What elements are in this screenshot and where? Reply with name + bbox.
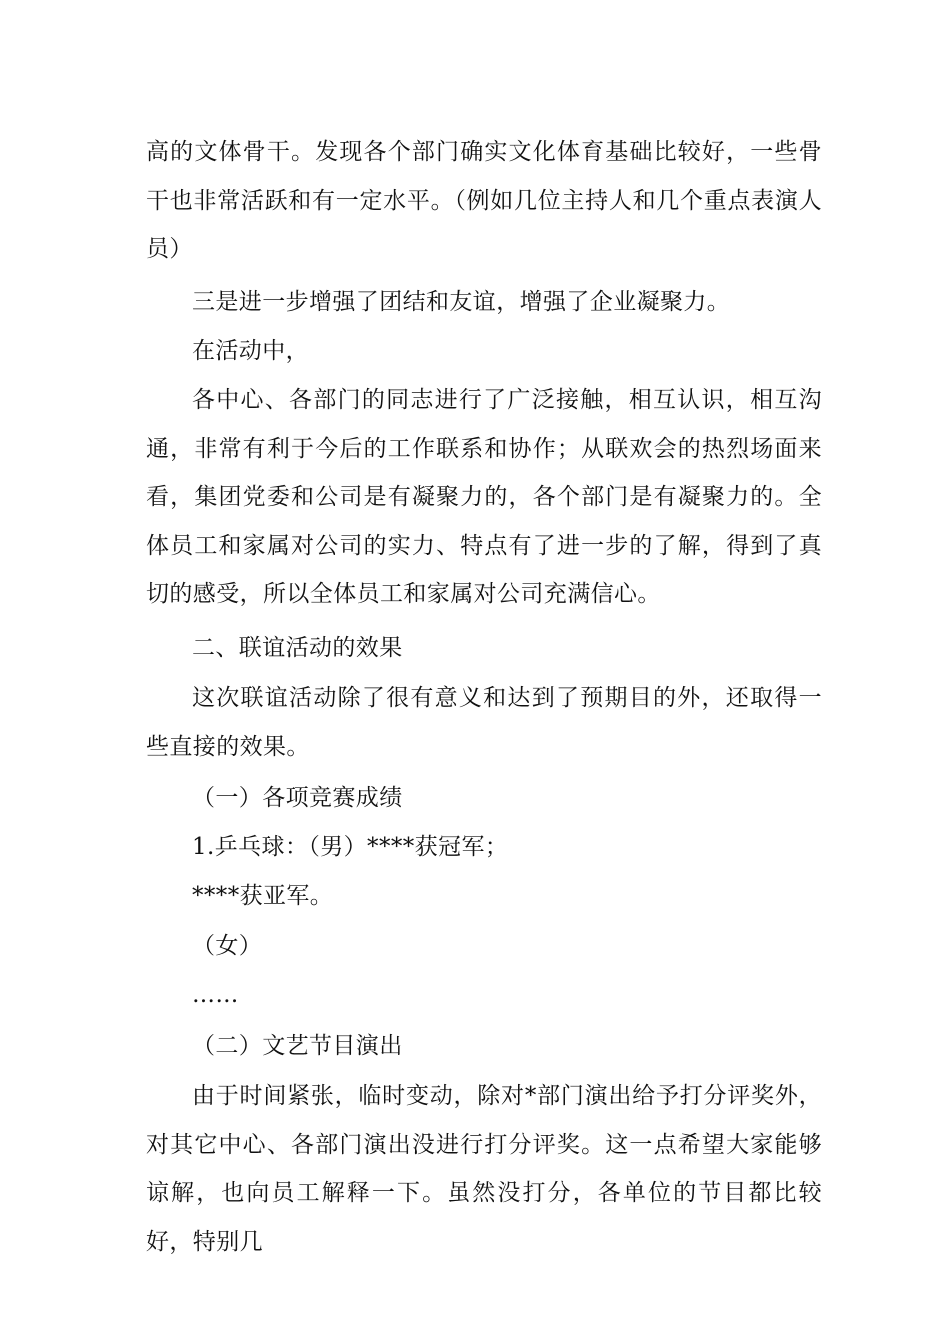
list-item-runner-up: ****获亚军。 (192, 883, 334, 909)
paragraph-effects-intro: 这次联谊活动除了很有意义和达到了预期目的外，还取得一些直接的效果。 (146, 685, 822, 760)
paragraph-point-three: 三是进一步增强了团结和友谊，增强了企业凝聚力。 (192, 289, 731, 315)
paragraph-continuation: 高的文体骨干。发现各个部门确实文化体育基础比较好，一些骨干也非常活跃和有一定水平。（例如几位主持人和几个重点表演人员） (146, 139, 822, 262)
list-item-women: （女） (192, 933, 263, 959)
subheading-performances: （二）文艺节目演出 (192, 1033, 403, 1059)
section-heading-effects: 二、联谊活动的效果 (192, 635, 403, 661)
paragraph-performance-scoring: 由于时间紧张，临时变动，除对*部门演出给予打分评奖外，对其它中心、各部门演出没进行打分评奖。这一点希望大家能够谅解，也向员工解释一下。虽然没打分，各单位的节目都比较好，特别几 (146, 1083, 822, 1255)
paragraph-in-activity: 在活动中， (192, 338, 309, 364)
paragraph-communication: 各中心、各部门的同志进行了广泛接触，相互认识，相互沟通，非常有利于今后的工作联系和协作；从联欢会的热烈场面来看，集团党委和公司是有凝聚力的，各个部门是有凝聚力的。全体员工和家属对公司的实力、特点有了进一步的了解，得到了真切的感受，所以全体员工和家属对公司充满信心。 (146, 387, 822, 607)
ellipsis-line: …… (192, 982, 239, 1008)
list-item-table-tennis: 1.乒乓球：（男）****获冠军； (192, 834, 509, 860)
subheading-competition-results: （一）各项竞赛成绩 (192, 785, 403, 811)
